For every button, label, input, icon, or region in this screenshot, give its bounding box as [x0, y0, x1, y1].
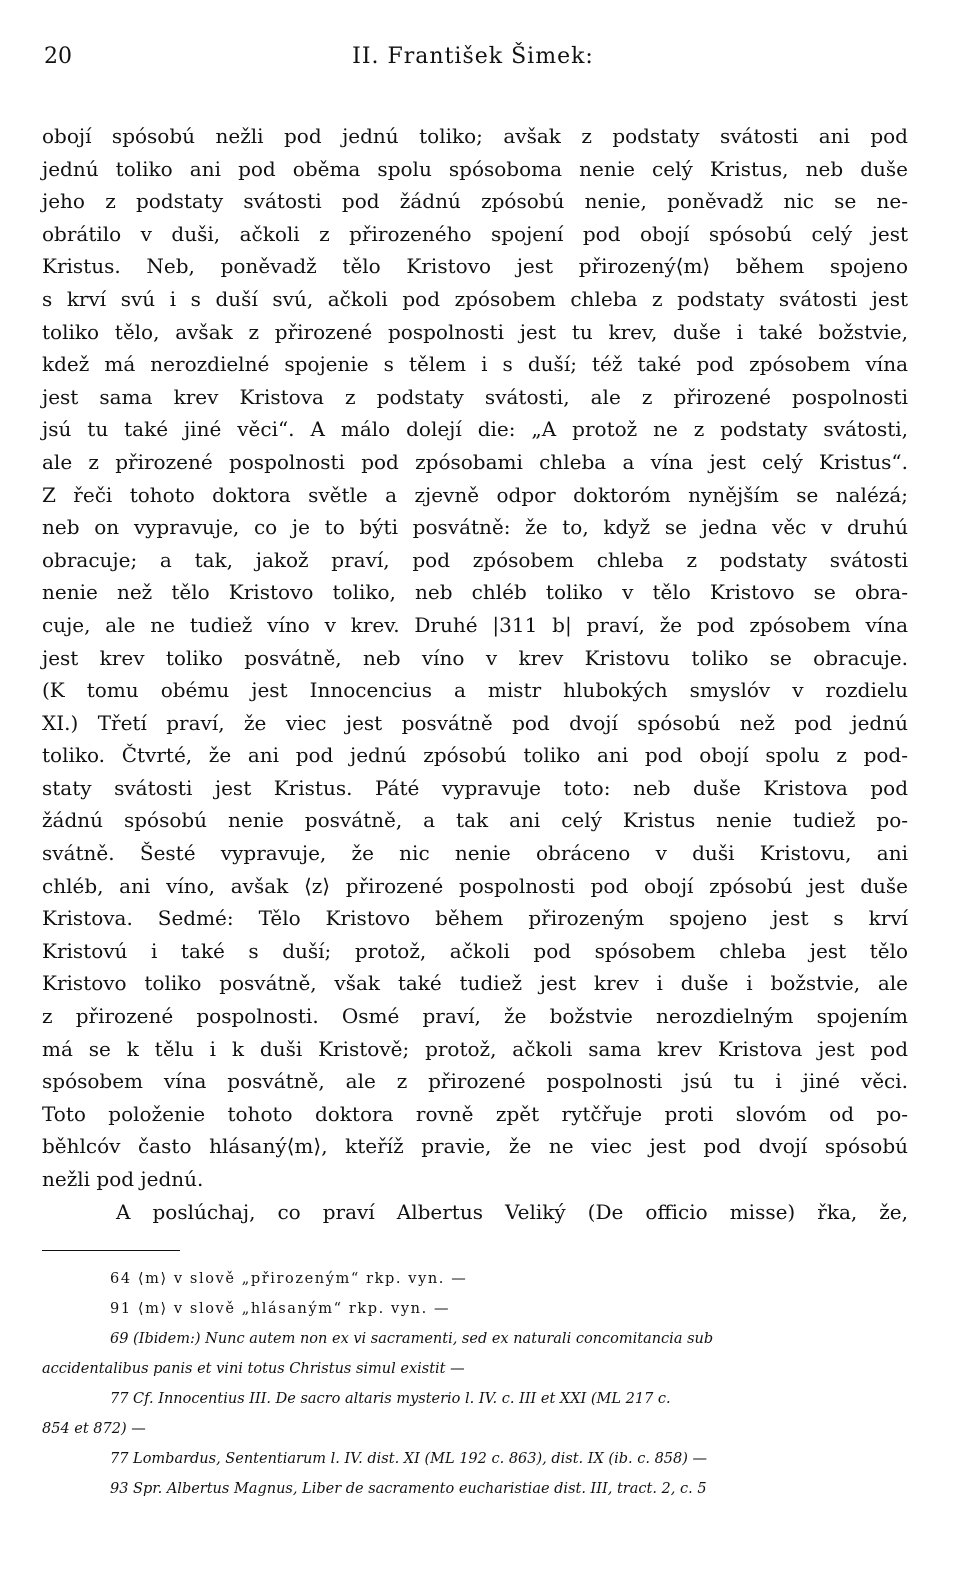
footnotes [42, 1264, 908, 1504]
text-line: (K tomu obému jest Innocencius a mistr hlubokých smyslóv v rozdielu [42, 678, 908, 703]
text-line: obrátilo v duši, ačkoli z přirozeného spojení pod obojí spósobú celý jest [42, 221, 908, 246]
text-line: cuje, ale ne tudiež víno v krev. Druhé |311 b| praví, že pod zpósobem vína [42, 612, 908, 637]
text-line: nenie než tělo Kristovo toliko, neb chléb toliko v tělo Kristovo se obra- [42, 580, 908, 605]
text-line: XI.) Třetí praví, že viec jest posvátně pod dvojí spósobú než pod jednú [42, 710, 908, 735]
text-line: spósobem vína posvátně, ale z přirozené pospolnosti jsú tu i jiné věci. [42, 1069, 908, 1094]
text-line: A poslúchaj, co praví Albertus Veliký (De officio misse) řka, že, [116, 1199, 908, 1224]
text-line: toliko tělo, avšak z přirozené pospolnosti jest tu krev, duše i také božstvie, [42, 319, 908, 344]
text-line: obracuje; a tak, jakož praví, pod zpósobem chleba z podstaty svátosti [42, 547, 908, 572]
text-line: ale z přirozené pospolnosti pod zpósobami chleba a vína jest celý Kristus“. [42, 449, 908, 474]
text-line: Kristus. Neb, poněvadž tělo Kristovo jest přirozený⟨m⟩ během spojeno [42, 254, 908, 279]
text-line: běhlcóv často hlásaný⟨m⟩, kteříž pravie, že ne viec jest pod dvojí spósobú [42, 1134, 908, 1159]
text-line: z přirozené pospolnosti. Osmé praví, že božstvie nerozdielným spojením [42, 1004, 908, 1029]
footnote: 854 et 872) — [42, 1421, 146, 1437]
text-line: toliko. Čtvrté, že ani pod jednú zpósobú toliko ani pod obojí spolu z pod- [42, 743, 908, 768]
text-line: svátně. Šesté vypravuje, že nic nenie obráceno v duši Kristovu, ani [42, 841, 908, 866]
footnote-separator [42, 1250, 180, 1251]
text-line: Kristova. Sedmé: Tělo Kristovo během přirozeným spojeno jest s krví [42, 906, 908, 931]
text-line: kdež má nerozdielné spojenie s tělem i s duší; též také pod zpósobem vína [42, 352, 908, 377]
footnote: 69 (Ibidem:) Nunc autem non ex vi sacramenti, sed ex naturali concomitancia sub [110, 1331, 714, 1347]
text-line: chléb, ani víno, avšak ⟨z⟩ přirozené pospolnosti pod obojí zpósobú jest duše [42, 873, 908, 898]
text-line: Kristovú i také s duší; protož, ačkoli pod spósobem chleba jest tělo [42, 938, 908, 963]
text-line: má se k tělu i k duši Kristově; protož, ačkoli sama krev Kristova jest pod [42, 1036, 908, 1061]
text-line: neb on vypravuje, co je to býti posvátně: že to, když se jedna věc v druhú [42, 515, 908, 540]
text-line: obojí spósobú nežli pod jednú toliko; avšak z podstaty svátosti ani pod [42, 124, 908, 148]
text-line: Z řeči tohoto doktora světle a zjevně odpor doktoróm nynějším se nalézá; [42, 482, 908, 507]
text-line: jednú toliko ani pod oběma spolu spósoboma nenie celý Kristus, neb duše [42, 156, 908, 181]
text-line: žádnú spósobú nenie posvátně, a tak ani celý Kristus nenie tudiež po- [42, 808, 908, 833]
text-line: Toto položenie tohoto doktora rovně zpět rytčřuje proti slovóm od po- [42, 1101, 908, 1126]
footnote: 64 ⟨m⟩ v slově „přirozeným“ rkp. vyn. — [110, 1271, 468, 1287]
footnote: 91 ⟨m⟩ v slově „hlásaným“ rkp. vyn. — [110, 1301, 451, 1317]
footnote: 77 Cf. Innocentius III. De sacro altaris mysterio l. IV. c. III et XXI (ML 217 c. [110, 1391, 671, 1407]
text-line: staty svátosti jest Kristus. Páté vypravuje toto: neb duše Kristova pod [42, 775, 908, 800]
text-line: s krví svú i s duší svú, ačkoli pod zpósobem chleba z podstaty svátosti jest [42, 286, 908, 311]
text-line: jest sama krev Kristova z podstaty svátosti, ale z přirozené pospolnosti [42, 384, 908, 409]
text-line: jsú tu také jiné věci“. A málo dolejí die: „A protož ne z podstaty svátosti, [42, 417, 908, 442]
text-line: jest krev toliko posvátně, neb víno v krev Kristovu toliko se obracuje. [42, 645, 908, 670]
footnote: 93 Spr. Albertus Magnus, Liber de sacramento eucharistiae dist. III, tract. 2, c. 5 [110, 1481, 707, 1497]
main-text [42, 120, 908, 1228]
text-line: Kristovo toliko posvátně, však také tudiež jest krev i duše i božstvie, ale [42, 971, 908, 996]
text-line: nežli pod jednú. [42, 1167, 204, 1191]
footnote: 77 Lombardus, Sententiarum l. IV. dist. XI (ML 192 c. 863), dist. IX (ib. c. 858) — [110, 1451, 708, 1467]
footnote: accidentalibus panis et vini totus Christus simul existit — [42, 1361, 465, 1377]
page-header [44, 44, 902, 84]
text-line: jeho z podstaty svátosti pod žádnú zpósobú nenie, poněvadž nic se ne- [42, 189, 908, 214]
running-title: II. František Šimek: [352, 44, 594, 69]
page-number: 20 [44, 44, 72, 69]
